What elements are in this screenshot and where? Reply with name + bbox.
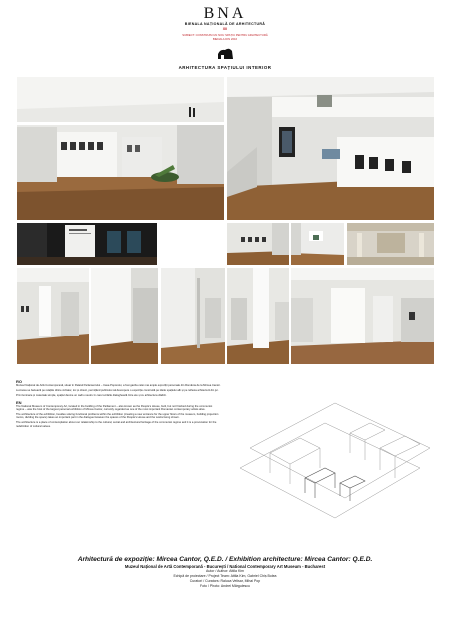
- en-paragraph: The National Museum of Contemporary Art, located in the building of the Parliament – also known as the People's House, built, but not finished during the communist regime – was the host of the largest personal exhibition of Mircea Cantor, currently regarded as one of the most important Romanian contemporary artists alive.: [16, 404, 213, 411]
- photo-white-room: [291, 223, 344, 265]
- organization-name: BIENALA NAȚIONALĂ DE ARHITECTURĂ: [184, 22, 266, 26]
- photo-ornate-hall: [347, 223, 434, 265]
- photo-column-corridor: [227, 268, 289, 364]
- ro-paragraph: Prin iluminare și materiale simple, spațiul devine un cadru neutru în care lucrările dialoghează între ele și cu arhitectura clădirii.: [16, 394, 167, 398]
- project-title: Arhitectură de expoziție: Mircea Cantor, Q.E.D. / Exhibition architecture: Mircea Cantor: Q.E.D.: [77, 556, 373, 563]
- section-title: ARHITECTURA SPAȚIULUI INTERIOR: [178, 65, 272, 70]
- romanian-label: RO: [16, 379, 22, 384]
- photo-tall-wall: [91, 268, 158, 364]
- edition-label: XII: [222, 27, 228, 31]
- photo-projection-room: [17, 223, 157, 265]
- ro-paragraph: Lucrarea se bazează pe relațiile dintre vizitator, loc și obiect, permițând publicului să descopere o expoziție construită pe ideile spațiului alb și pe reflexia arhitecturii din jur.: [16, 389, 219, 393]
- subtitle-line-1: SUBIECT: CONSTRUIM UN NOU SPAȚIU PENTRU ARHITECTURĂ: [182, 33, 268, 37]
- description-text: [16, 379, 221, 430]
- team-credit: Echipă de proiectare / Project Team: Attila Kim, Gabriel Chiș Bolea: [173, 574, 277, 578]
- museum-name: Muzeul Național de Artă Contemporană - București / National Contemporary Art Museum - Bucharest: [124, 564, 326, 569]
- photo-corridor-frames: [227, 223, 289, 265]
- axonometric-drawing: [230, 378, 440, 538]
- section-emblem-icon: [217, 47, 234, 60]
- subtitle-line-2: BIENALA DIN 2016: [212, 37, 238, 41]
- author-credit: Autor / Author: Attila Kim: [206, 569, 244, 573]
- curator-credit: Curatori / Curators: Raluca Velisar, Mihai Pop: [189, 579, 261, 583]
- bna-logo: BNA: [203, 5, 247, 22]
- photo-credit: Foto / Photo: Andrei Mărgulescu: [200, 584, 250, 588]
- en-paragraph: The architecture is a place of contemplation about our relationship to the cultural, social and architectural heritage of the communist regime and it is a provocation for the redefinition of cultural values.: [16, 421, 217, 428]
- english-label: EN: [16, 399, 22, 405]
- photo-gallery-mezzanine: [227, 77, 434, 220]
- photo-gallery-overview: [17, 77, 224, 220]
- ro-paragraph: Muzeul Național de Artă Contemporană, situat în Palatul Parlamentului – Casa Poporului, a fost gazda celei mai ample expoziții personale din România de la Mircea Cantor.: [16, 384, 221, 387]
- en-paragraph: The architecture of the exhibition, besides solving functional problems within the exhibition (creating a new entrance for the upper floors of the museum, building projection rooms, dividing the space) takes an important part in the dialogue between the spaces of the People's House and the works being shown.: [16, 413, 219, 420]
- poster-header: [0, 0, 450, 80]
- photo-stair-wall: [161, 268, 225, 364]
- photo-wall-partitions: [17, 268, 89, 364]
- project-credits: [0, 556, 450, 589]
- photo-open-hall: [291, 268, 434, 364]
